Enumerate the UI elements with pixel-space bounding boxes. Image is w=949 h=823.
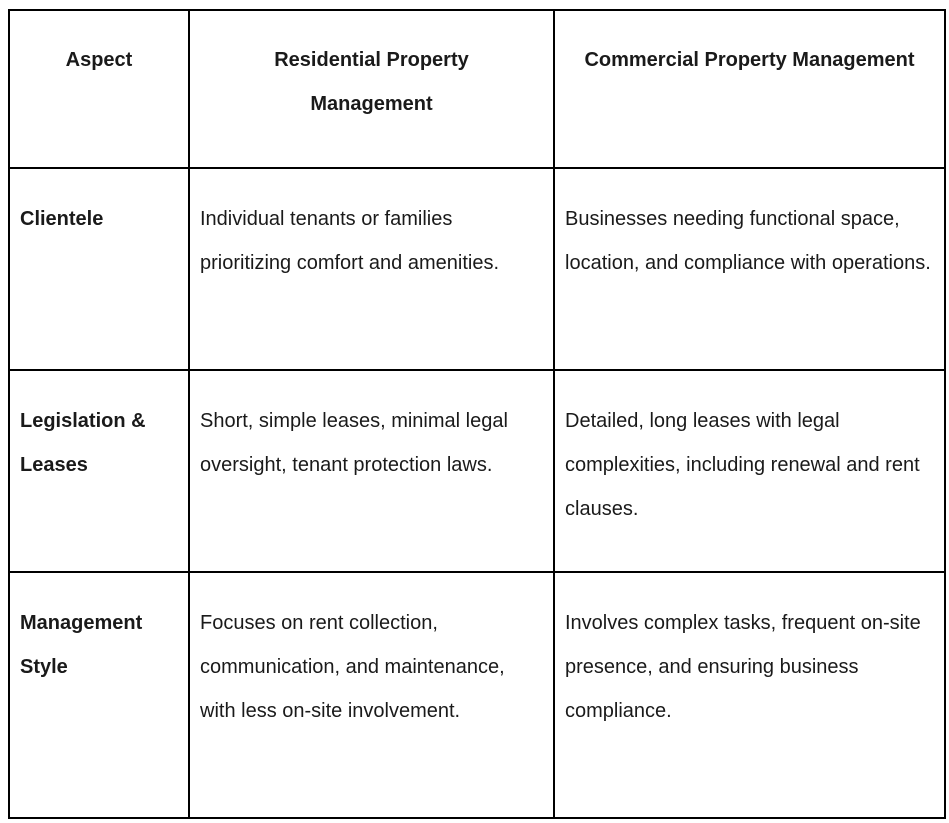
comparison-table xyxy=(8,9,946,819)
commercial-cell: Involves complex tasks, frequent on-site presence, and ensuring business compliance. xyxy=(554,572,945,818)
aspect-cell: Clientele xyxy=(9,168,189,370)
aspect-cell: Management Style xyxy=(9,572,189,818)
table-header-row xyxy=(9,10,945,168)
residential-cell: Focuses on rent collection, communication, and maintenance, with less on-site involvement. xyxy=(189,572,554,818)
header-aspect: Aspect xyxy=(9,10,189,168)
residential-cell: Short, simple leases, minimal legal oversight, tenant protection laws. xyxy=(189,370,554,572)
header-commercial: Commercial Property Management xyxy=(554,10,945,168)
commercial-cell: Detailed, long leases with legal complexities, including renewal and rent clauses. xyxy=(554,370,945,572)
header-residential: Residential Property Management xyxy=(189,10,554,168)
aspect-cell: Legislation & Leases xyxy=(9,370,189,572)
table-row xyxy=(9,370,945,572)
table-row xyxy=(9,572,945,818)
comparison-table-container xyxy=(8,9,946,819)
residential-cell: Individual tenants or families prioritizing comfort and amenities. xyxy=(189,168,554,370)
table-row xyxy=(9,168,945,370)
commercial-cell: Businesses needing functional space, location, and compliance with operations. xyxy=(554,168,945,370)
